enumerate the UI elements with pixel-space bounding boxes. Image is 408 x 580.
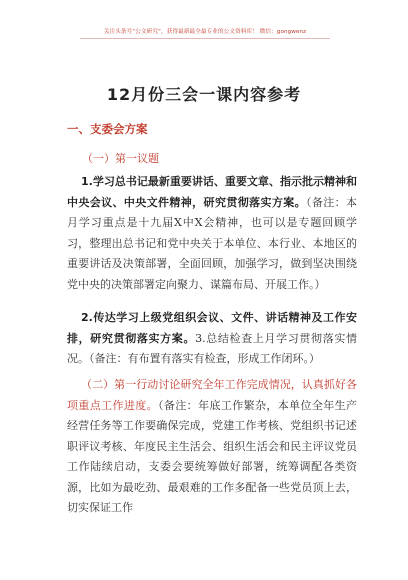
header-note: 关注头条号“公文研究”，获得最新最全最专业的公文资料库！ 微信：gongwenz [103,29,307,35]
item-2-lead: 2.传达学习上级党组织会议、文件、讲话精神及工作安排，研究贯彻落实方案。 [67,311,357,345]
subsection-2-heading: （二）第一行动讨论研究全年工作完成情况，认真抓好各项重点工作进度。 [67,378,357,412]
paragraph-item-1 [67,172,357,295]
section-heading: 一、支委会方案 [67,122,148,136]
item-1-body: （备注：本月学习重点是十九届X中X会精神，也可以是专题回顾学习，整理出总书记和党中央关于本单位、本行业、本地区的重要讲话及决策部署，全面回顾，加强学习，做到坚决围绕党中央的决策部署定向聚力、谋篇布局、开展工作。） [67,195,358,291]
paragraph-subsection-2 [67,375,357,519]
item-2-body: 3.总结检查上月学习贯彻落实情况。（备注：有布置有落实有检查，形成工作闭环。） [67,331,357,365]
paragraph-item-2 [67,308,357,370]
item-1-lead: 1.学习总书记最新重要讲话、重要文章、指示批示精神和中央会议、中央文件精神，研究贯彻落实方案。 [67,175,357,209]
subsection-2-body: （备注：年底工作繁杂，本单位全年生产经营任务等工作要确保完成，党建工作考核、党组织书记述职评议考核、年度民主生活会、组织生活会和民主评议党员工作陆续启动，支委会要统筹做好部署，统筹调配各类资源，比如为最吃劲、最艰难的工作多配备一些党员顶上去，切实保证工作 [67,398,358,514]
header-divider [80,38,330,39]
document-title: 12月份三会一课内容参考 [106,85,302,104]
subsection-heading: （一）第一议题 [82,152,159,165]
